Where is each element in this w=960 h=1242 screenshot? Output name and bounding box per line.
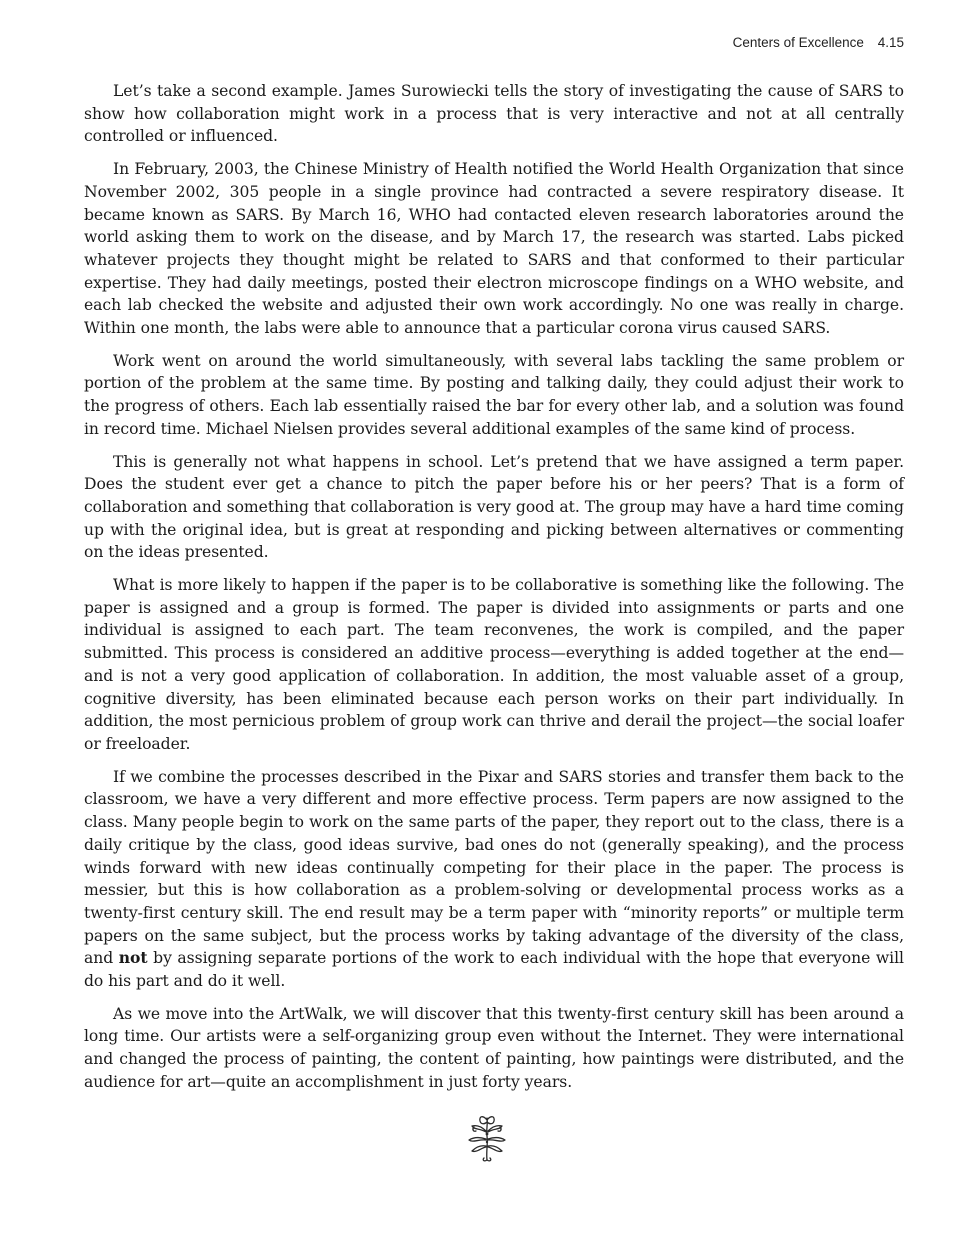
body-text — [84, 80, 904, 1104]
paragraph-5: What is more likely to happen if the paper is to be collaborative is something like the following. The paper is assigned and a group is formed. The paper is divided into assignments or parts and one individual is assigned to each part. The team reconvenes, the work is compiled, and the paper submitted. This process is considered an additive process—everything is added together at the end—and is not a very good application of collaboration. In addition, the most valuable asset of a group, cognitive diversity, has been eliminated because each person works on their part individually. In addition, the most pernicious problem of group work can thrive and derail the project—the social loafer or freeloader. — [84, 576, 904, 753]
paragraph-4: This is generally not what happens in school. Let’s pretend that we have assigned a term paper. Does the student ever get a chance to pitch the paper before his or her peers? That is a form of collaboration and something that collaboration is very good at. The group may have a hard time coming up with the original idea, but is great at responding and picking between alternatives or commenting on the ideas presented. — [84, 452, 904, 562]
paragraph-6-text-before: If we combine the processes described in the Pixar and SARS stories and transfer them back to the classroom, we have a very different and more effective process. Term papers are now assigned to the class. Many people begin to work on the same parts of the paper, they report out to the class, there is a daily critique by the class, good ideas survive, bad ones do not (generally speaking), and the process winds forward with new ideas continually competing for their place in the paper. The process is messier, but this is how collaboration as a problem-solving or developmental process works as a twenty-first century skill. The end result may be a term paper with “minority reports” or multiple term papers on the same subject, but the process works by taking advantage of the diversity of the class, and — [84, 767, 904, 968]
floral-ornament-icon — [466, 1112, 508, 1164]
paragraph-7: As we move into the ArtWalk, we will discover that this twenty-first century skill has been around a long time. Our artists were a self-organizing group even without the Internet. They were international and changed the process of painting, the content of painting, how paintings were distributed, and the audience for art—quite an accomplishment in just forty years. — [84, 1004, 904, 1091]
running-header — [733, 35, 904, 50]
paragraph-6-emphasis: not — [118, 948, 148, 968]
paragraph-3: Work went on around the world simultaneously, with several labs tackling the same problem or portion of the problem at the same time. By posting and talking daily, they could adjust their work to the progress of others. Each lab essentially raised the bar for every other lab, and a solution was found in record time. Michael Nielsen provides several additional examples of the same kind of process. — [84, 351, 904, 438]
page-number: 4.15 — [877, 35, 904, 50]
paragraph-1: Let’s take a second example. James Surowiecki tells the story of investigating the cause of SARS to show how collaboration might work in a process that is very interactive and not at all centrally controlled or influenced. — [84, 82, 904, 146]
paragraph-6 — [84, 766, 904, 993]
paragraph-2: In February, 2003, the Chinese Ministry of Health notified the World Health Organization that since November 2002, 305 people in a single province had contracted a severe respiratory disease. It became known as SARS. By March 16, WHO had contacted eleven research laboratories around the world asking them to work on the disease, and by March 17, the research was started. Labs picked whatever projects they thought might be related to SARS and that conformed to their particular expertise. They had daily meetings, posted their electron microscope findings on a WHO website, and each lab checked the website and adjusted their own work accordingly. No one was really in charge. Within one month, the labs were able to announce that a particular corona virus caused SARS. — [84, 160, 904, 338]
paragraph-6-text-after: by assigning separate portions of the work to each individual with the hope that everyone will do his part and do it well. — [84, 949, 904, 991]
section-title: Centers of Excellence — [732, 35, 864, 50]
